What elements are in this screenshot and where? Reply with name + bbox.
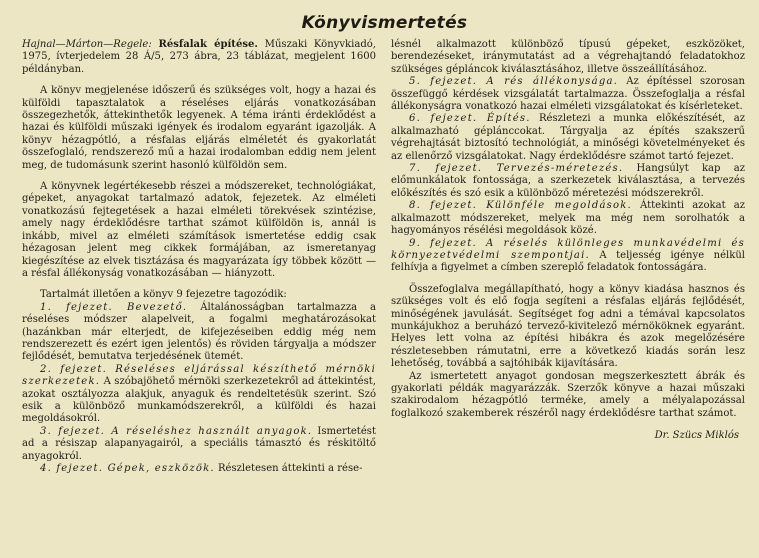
paragraph: Összefoglalva megállapítható, hogy a könyv kiadása hasznos és szükséges volt és elő fogja segíteni a résfalas eljárás fejlődését, minőségének javulását. Segítséget fog adni a témával kapcsolatos munkájukhoz a beruházó tervező-kivitelező mérnököknek egyaránt. Helyes lett volna az építési hibákra és azok megelőzésére részletesebben rámutatni, erre a következő kiadás során lesz lehetőség, továbbá a sajtóhibák kijavítására. (391, 283, 745, 370)
chapter-entry (391, 238, 745, 275)
chapter-label: 5. fejezet. A rés állékonysága. (409, 76, 619, 88)
chapter-label: 7. fejezet. Tervezés-méretezés. (409, 163, 624, 175)
paragraph: A könyv megjelenése időszerű és szükséges volt, hogy a hazai és külföldi tapasztalatok a réseléses eljárás vonatkozásában összegezhetők, áttekinthetők legyenek. A téma iránti érdeklődést a hazai és külföldi műszaki igények és irodalom egyaránt igazolják. A könyv hézagpótló, a résfalas eljárás elméletét és gyakorlatát összefoglaló, rendszerező mű a hazai irodalomban eddig nem jelent meg, de tudomásunk szerint hasonló külföldön sem. (22, 85, 376, 171)
chapter-text: Ismertetést ad a résiszap alapanyagairól, a speciális támasztó és réskitöltő anyagokról. (22, 425, 376, 462)
chapter-text: Hangsúlyt kap az előmunkálatok fontossága, a szerkezetek kiválasztása, a tervezés előkészítés és szó esik a különböző méretezési módszerekről. (391, 163, 745, 199)
book-details: Műszaki Könyvkiadó, 1975, ívterjedelem 28 Á/5, 273 ábra, 23 táblázat, megjelent 1600 példányban. (22, 39, 376, 75)
right-column (391, 39, 745, 475)
chapter-text: Áttekinti azokat az alkalmazott módszereket, melyek ma még nem sorolhatók a hagyományos résélési megoldások közé. (391, 200, 745, 237)
chapter-text: Részletesen áttekinti a rése- (214, 463, 363, 474)
chapter-entry (22, 364, 376, 426)
chapter-label: 1. fejezet. Bevezető. (40, 301, 188, 313)
paragraph: Az ismertetett anyagot gondosan megszerkesztett ábrák és gyakorlati példák magyarázzák. Szerzők könyve a hazai műszaki szakirodalom hézagpótló terméke, amely a mélyalapozással foglalkozó szakemberek részéről nagy érdeklődésre tarthat számot. (391, 370, 745, 419)
page-title: Könyvismertetés (301, 13, 468, 33)
paragraph: A könyvnek legértékesebb részei a módszereket, technológiákat, gépeket, anyagokat tartalmazó adatok, fejezetek. Az elméleti vonatkozású fejtegetések a hazai elméleti törekvések szintézise, amely nagy érdeklődésre tarthat számot külföldön is, annál is inkább, mivel az elméleti számítások ismertetése eddig csak hézagosan jelent meg cikkek formájában, az ismeretanyag kiegészítése az elvek tisztázása és magyarázata így többek között — a résfal állékonyság vonatkozásában — hiányzott. (22, 181, 376, 279)
chapter-entry (391, 76, 745, 113)
chapter-label: 3. fejezet. A réseléshez használt anyagok. (40, 425, 313, 437)
left-column (22, 39, 376, 475)
paragraph: lésnél alkalmazott különböző típusú gépeket, eszközöket, berendezéseket, iránymutatást ad a végrehajtandó feladatokhoz szükséges gépláncok kiválasztásához, illetve összeállításához. (391, 39, 745, 75)
chapter-entry (22, 426, 376, 463)
chapter-text: Általánosságban tartalmazza a réseléses módszer alapelveit, a fogalmi meghatározásokat (hazánkban már elterjedt, de kifejezéseiben eddig még nem rendszerezett és ezért igen jelentős) és röviden tárgyalja a módszer fejlődését, bemutatva terjedésének ütemét. (22, 301, 377, 363)
paragraph: Tartalmát illetően a könyv 9 fejezetre tagozódik: (40, 289, 287, 301)
chapter-text: Részletezi a munka előkészítését, az alkalmazható géplánccokat. Tárgyalja az építés szakszerű végrehajtását biztosító technológiát, a minőségi követelményeket és az ellenőrző vizsgálatokat. Nagy érdeklődésre számot tartó fejezet. (391, 113, 745, 162)
book-title: Résfalak építése. (158, 39, 258, 50)
chapter-label: 6. fejezet. Építés. (409, 113, 531, 125)
chapter-text: Az építéssel szorosan összefüggő kérdések vizsgálatát tartalmazza. Összefoglalja a résfal állékonyságra vonatkozó hazai elméleti vizsgálatokat és kísérleteket. (391, 76, 746, 113)
chapter-text: A teljesség igénye nélkül felhívja a figyelmet a címben szereplő feladatok fontosságára. (391, 249, 745, 274)
chapter-entry (391, 200, 745, 237)
chapter-entry (391, 163, 745, 200)
chapter-label: 4. fejezet. Gépek, eszközök. (40, 463, 215, 474)
bibliography (22, 39, 376, 76)
chapter-label: 2. fejezet. Réseléses eljárással készíthető mérnöki szerkezetek. (22, 363, 376, 388)
book-authors: Hajnal—Márton—Regele: (22, 39, 152, 50)
chapter-label: 9. fejezet. A réselés különleges munkavédelmi és környezetvédelmi szempontjai. (391, 237, 745, 261)
chapter-entry (22, 463, 376, 475)
chapter-entry (22, 302, 376, 364)
article-columns (22, 39, 747, 475)
chapter-label: 8. fejezet. Különféle megoldások. (409, 200, 632, 212)
chapter-text: A szóbajöhető mérnöki szerkezetekről ad áttekintést, azokat osztályozza alakjuk, anyaguk és rendeltetésük szerint. Szó esik a különböző munkamódszerekről, a külföldi és hazai megoldásokról. (22, 376, 376, 425)
signature: Dr. Szücs Miklós (654, 430, 739, 442)
chapter-entry (391, 113, 745, 163)
